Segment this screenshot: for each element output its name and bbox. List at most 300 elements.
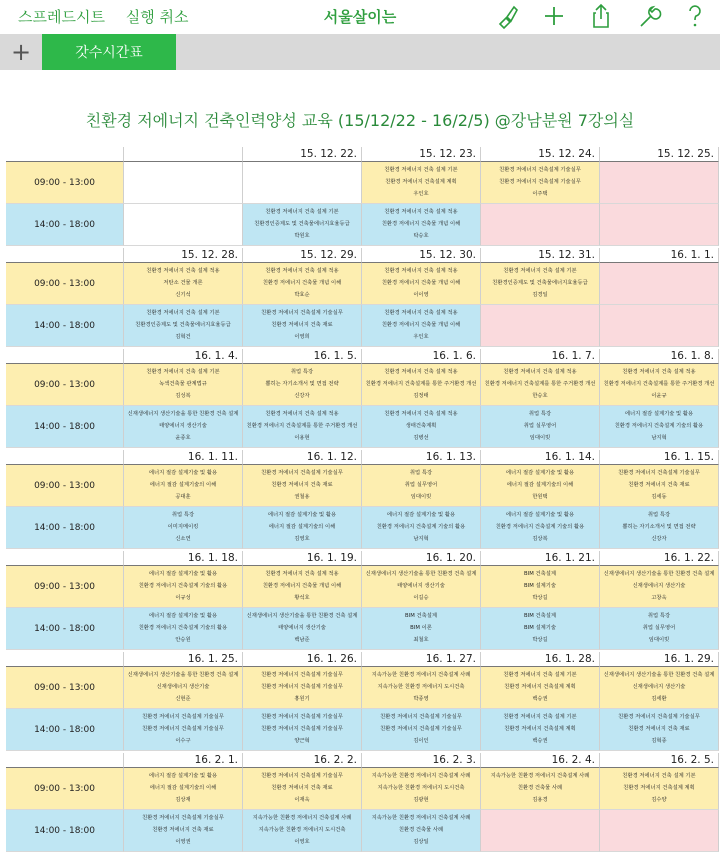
instructor-name: 신현준: [175, 696, 191, 703]
schedule-cell[interactable]: [243, 406, 362, 448]
course-line: 친환경 저에너지 건축 설계 기본: [622, 772, 696, 779]
schedule-cell[interactable]: [481, 566, 600, 608]
date-cell: 15. 12. 23.: [362, 147, 481, 162]
course-line: 친환경 저에너지 건축설계 기술의 활용: [376, 523, 466, 530]
course-line: 친환경 저에너지 건축 설계 기본: [146, 309, 220, 316]
brush-icon[interactable]: [492, 2, 522, 30]
schedule-cell[interactable]: [124, 364, 243, 406]
course-line: 친환경 저에너지 건축설계 기술의 활용: [495, 523, 585, 530]
course-line: 친환경 저에너지 건축설계 기술실무: [142, 725, 224, 732]
schedule-cell[interactable]: [362, 263, 481, 305]
schedule-cell[interactable]: [124, 305, 243, 347]
schedule-cell[interactable]: [124, 162, 243, 204]
course-line: 친환경 저에너지 건축설계 기술실무: [618, 469, 700, 476]
course-line: 친환경인증제도 및 건축물에너지효율등급: [254, 220, 350, 227]
instructor-name: 이영희: [294, 334, 310, 341]
plus-icon[interactable]: [539, 2, 569, 30]
course-line: 친환경 저에너지 건축 설계 적용: [622, 368, 696, 375]
course-line: 친환경 저에너지 건축물 개념 이해: [262, 582, 342, 589]
schedule-cell[interactable]: [124, 406, 243, 448]
course-line: 친환경 저에너지 건축설계 계획: [504, 683, 576, 690]
time-header: [6, 652, 124, 667]
slot-row: [6, 204, 720, 246]
time-slot-label: 09:00 - 13:00: [6, 162, 124, 204]
course-line: 저탄소 건물 개론: [163, 279, 203, 286]
schedule-cell[interactable]: [481, 709, 600, 751]
time-slot-label: 09:00 - 13:00: [6, 364, 124, 406]
course-line: 신재생에너지 생산기술: [632, 582, 686, 589]
instructor-name: 박종영: [413, 696, 429, 703]
schedule-cell[interactable]: [600, 465, 719, 507]
schedule-cell[interactable]: [124, 768, 243, 810]
course-line: 신재생에너지 생산기술: [632, 683, 686, 690]
schedule-cell[interactable]: [481, 768, 600, 810]
course-line: 지속가능한 친환경 저에너지 건축설계 사례: [371, 772, 471, 779]
date-cell: 15. 12. 28.: [124, 248, 243, 263]
schedule-cell[interactable]: [243, 507, 362, 549]
schedule-cell[interactable]: [124, 667, 243, 709]
time-header: [6, 349, 124, 364]
course-line: 친환경 저에너지 건축설계를 통한 주거환경 개선: [246, 422, 358, 429]
schedule-cell[interactable]: [362, 305, 481, 347]
schedule-cell[interactable]: [362, 204, 481, 246]
course-line: 친환경 저에너지 건축설계 기술실무: [261, 469, 343, 476]
schedule-cell[interactable]: [481, 608, 600, 650]
instructor-name: 탁승호: [413, 233, 429, 240]
course-line: 지속가능한 친환경 저에너지 도시건축: [377, 683, 465, 690]
time-slot-label: 09:00 - 13:00: [6, 263, 124, 305]
sheets-button[interactable]: 스프레드시트: [18, 8, 105, 26]
time-slot-label: 14:00 - 18:00: [6, 709, 124, 751]
course-line: 신재생에너지 생산기술을 통한 친환경 건축 설계: [127, 410, 239, 417]
course-line: 에너지 절감 설계기술 및 활용: [505, 469, 575, 476]
course-line: 친환경 저에너지 건축설계 기술실무: [261, 725, 343, 732]
help-icon[interactable]: [680, 2, 710, 30]
date-cell: 16. 2. 5.: [600, 753, 719, 768]
instructor-name: 황석호: [294, 595, 310, 602]
date-cell: 16. 1. 18.: [124, 551, 243, 566]
schedule-cell[interactable]: [481, 667, 600, 709]
instructor-name: 김혁건: [175, 334, 191, 341]
instructor-name: 신강자: [294, 393, 310, 400]
schedule-cell[interactable]: [124, 465, 243, 507]
date-cell: 15. 12. 30.: [362, 248, 481, 263]
slot-row: [6, 263, 720, 305]
course-line: 친환경 저에너지 건축설계 기술실무: [261, 309, 343, 316]
slot-row: [6, 566, 720, 608]
instructor-name: 김혁종: [651, 738, 667, 745]
time-slot-label: 09:00 - 13:00: [6, 566, 124, 608]
course-line: 취업 특강: [528, 410, 552, 417]
instructor-name: 이주택: [532, 191, 548, 198]
schedule-cell[interactable]: [481, 507, 600, 549]
schedule-cell[interactable]: [481, 162, 600, 204]
course-line: 에너지 절감 설계기술 및 활용: [505, 511, 575, 518]
course-line: 친환경 저에너지 건축 설계 적용: [384, 267, 458, 274]
course-line: 친환경 저에너지 건축설계 기술의 활용: [138, 624, 228, 631]
date-row: [6, 349, 720, 364]
course-line: 이미지메이킹: [167, 523, 199, 530]
schedule-cell[interactable]: [243, 709, 362, 751]
instructor-name: 이재욱: [294, 797, 310, 804]
course-line: 친환경 저에너지 건축물 개념 이해: [381, 321, 461, 328]
document-title[interactable]: 서울살이는: [323, 8, 397, 26]
instructor-name: 김이인: [413, 738, 429, 745]
course-line: 친환경 저에너지 건축 재료: [271, 321, 333, 328]
course-line: 친환경인증제도 및 건축물에너지효율등급: [492, 279, 588, 286]
schedule-cell[interactable]: [600, 768, 719, 810]
course-line: 친환경 저에너지 건축설계 기술실무: [499, 178, 581, 185]
course-line: 친환경 저에너지 건축 설계 적용: [384, 309, 458, 316]
date-cell: 16. 1. 26.: [243, 652, 362, 667]
time-slot-label: 14:00 - 18:00: [6, 507, 124, 549]
time-header: [6, 551, 124, 566]
schedule-cell[interactable]: [362, 608, 481, 650]
course-line: 에너지 절감 설계기술의 이해: [149, 784, 217, 791]
schedule-cell[interactable]: [362, 810, 481, 852]
sheet-tab-bar: [0, 34, 720, 70]
time-slot-label: 14:00 - 18:00: [6, 810, 124, 852]
schedule-cell[interactable]: [243, 465, 362, 507]
date-cell: 16. 1. 13.: [362, 450, 481, 465]
instructor-name: 이수구: [175, 738, 191, 745]
course-line: 신재생에너지 생산기술을 통한 친환경 건축 설계: [603, 570, 715, 577]
schedule-cell[interactable]: [362, 364, 481, 406]
schedule-cell[interactable]: [481, 465, 600, 507]
date-cell: 16. 2. 4.: [481, 753, 600, 768]
schedule-cell[interactable]: [243, 162, 362, 204]
time-slot-label: 14:00 - 18:00: [6, 406, 124, 448]
schedule-cell[interactable]: [243, 364, 362, 406]
schedule-cell[interactable]: [362, 566, 481, 608]
course-line: 친환경 저에너지 건축설계를 통한 주거환경 개선: [365, 380, 477, 387]
schedule-cell[interactable]: [362, 667, 481, 709]
instructor-name: 남지혁: [413, 536, 429, 543]
course-line: 친환경 저에너지 건축설계 계획: [504, 725, 576, 732]
tab-timetable[interactable]: 갓수시간표: [42, 34, 176, 70]
instructor-name: 이용현: [294, 435, 310, 442]
slot-row: [6, 810, 720, 852]
time-slot-label: 14:00 - 18:00: [6, 608, 124, 650]
schedule-cell[interactable]: [124, 507, 243, 549]
course-line: 친환경 저에너지 건축설계 기술실무: [261, 713, 343, 720]
wrench-icon[interactable]: [633, 2, 663, 30]
instructor-name: 안승원: [175, 637, 191, 644]
schedule-cell[interactable]: [362, 162, 481, 204]
schedule-cell[interactable]: [124, 810, 243, 852]
instructor-name: 김경일: [532, 292, 548, 299]
course-line: 친환경 저에너지 건축 설계 적용: [384, 410, 458, 417]
schedule-cell[interactable]: [243, 768, 362, 810]
date-cell: 15. 12. 22.: [243, 147, 362, 162]
instructor-name: 홍원기: [294, 696, 310, 703]
date-cell: 16. 1. 25.: [124, 652, 243, 667]
course-line: 친환경 저에너지 건축설계 계획: [623, 784, 695, 791]
instructor-name: 공대훈: [175, 494, 191, 501]
course-line: 뽑히는 자기소개서 및 면접 전략: [265, 380, 339, 387]
course-line: 녹색건축물 관계법규: [159, 380, 207, 387]
schedule-cell[interactable]: [124, 709, 243, 751]
course-line: 친환경 저에너지 건축설계 계획: [385, 178, 457, 185]
instructor-name: 박상길: [532, 637, 548, 644]
course-line: 취업 특강: [647, 612, 671, 619]
instructor-name: 한원택: [532, 494, 548, 501]
instructor-name: 임대이빗: [529, 435, 551, 442]
schedule-cell[interactable]: [481, 305, 600, 347]
course-line: BIM 설계기술: [524, 624, 556, 631]
schedule-cell[interactable]: [243, 305, 362, 347]
date-cell: 15. 12. 29.: [243, 248, 362, 263]
course-line: 취업 실무영어: [642, 624, 676, 631]
course-line: 친환경 저에너지 건축설계 기술실무: [618, 713, 700, 720]
date-cell: 16. 1. 15.: [600, 450, 719, 465]
date-cell: 16. 1. 20.: [362, 551, 481, 566]
instructor-name: 권철용: [294, 494, 310, 501]
instructor-name: 백승권: [532, 696, 548, 703]
schedule-cell[interactable]: [481, 810, 600, 852]
time-header: [6, 248, 124, 263]
schedule-cell[interactable]: [600, 810, 719, 852]
schedule-cell[interactable]: [243, 608, 362, 650]
course-line: 친환경 저에너지 건축 설계 적용: [265, 267, 339, 274]
instructor-name: 김성복: [175, 393, 191, 400]
schedule-cell[interactable]: [243, 667, 362, 709]
date-cell: 16. 1. 6.: [362, 349, 481, 364]
course-line: 친환경 저에너지 건축물 개념 이해: [381, 279, 461, 286]
schedule-cell[interactable]: [600, 364, 719, 406]
slot-row: [6, 364, 720, 406]
time-slot-label: 09:00 - 13:00: [6, 667, 124, 709]
course-line: 친환경 저에너지 건축설계 기술실무: [499, 166, 581, 173]
course-line: 친환경 저에너지 건축 재료: [628, 725, 690, 732]
course-line: 친환경 저에너지 건축 설계 적용: [265, 570, 339, 577]
instructor-name: 윤종호: [175, 435, 191, 442]
instructor-name: 박효순: [294, 292, 310, 299]
schedule-cell[interactable]: [362, 465, 481, 507]
date-cell: 16. 1. 28.: [481, 652, 600, 667]
course-line: 친환경 저에너지 건축 설계 적용: [503, 368, 577, 375]
schedule-cell[interactable]: [600, 709, 719, 751]
date-cell: 15. 12. 25.: [600, 147, 719, 162]
instructor-name: 이길승: [413, 595, 429, 602]
schedule-cell[interactable]: [362, 507, 481, 549]
course-line: 에너지 절감 설계기술 및 활용: [624, 410, 694, 417]
course-line: 에너지 절감 설계기술 및 활용: [148, 469, 218, 476]
course-line: 뽑히는 자기소개서 및 면접 전략: [622, 523, 696, 530]
course-line: 취업 실무영어: [523, 422, 557, 429]
slot-row: [6, 406, 720, 448]
instructor-name: 김세동: [651, 494, 667, 501]
schedule-cell[interactable]: [600, 406, 719, 448]
add-sheet-button[interactable]: +: [10, 38, 32, 66]
instructor-name: 김용경: [532, 797, 548, 804]
course-line: 취업 특강: [409, 469, 433, 476]
date-cell: 16. 1. 11.: [124, 450, 243, 465]
instructor-name: 신소연: [175, 536, 191, 543]
course-line: 취업 특강: [290, 368, 314, 375]
schedule-cell[interactable]: [362, 709, 481, 751]
date-cell: [124, 147, 243, 162]
schedule-cell[interactable]: [124, 566, 243, 608]
instructor-name: 이영호: [294, 839, 310, 846]
course-line: 친환경 저에너지 건축 설계 적용: [265, 410, 339, 417]
course-line: 지속가능한 친환경 저에너지 건축설계 사례: [252, 814, 352, 821]
schedule-cell[interactable]: [481, 406, 600, 448]
course-line: 친환경 저에너지 건축 설계 기본: [503, 267, 577, 274]
date-cell: 16. 1. 29.: [600, 652, 719, 667]
course-line: 신재생에너지 생산기술을 통한 친환경 건축 설계: [127, 671, 239, 678]
instructor-name: 김상복: [532, 536, 548, 543]
course-line: 친환경 건축물 사례: [517, 784, 563, 791]
time-header: [6, 450, 124, 465]
date-cell: 16. 1. 14.: [481, 450, 600, 465]
schedule-cell[interactable]: [124, 204, 243, 246]
slot-row: [6, 667, 720, 709]
schedule-cell[interactable]: [481, 263, 600, 305]
course-line: 친환경 저에너지 건축 재료: [152, 826, 214, 833]
schedule-cell[interactable]: [600, 566, 719, 608]
instructor-name: 신강자: [651, 536, 667, 543]
course-line: 취업 특강: [647, 511, 671, 518]
course-line: 태양에너지 생산기술: [159, 422, 207, 429]
timetable-grid: [6, 147, 720, 852]
course-line: 신재생에너지 생산기술을 통한 친환경 건축 설계: [365, 570, 477, 577]
course-line: 친환경 저에너지 건축설계를 통한 주거환경 개선: [484, 380, 596, 387]
date-cell: 16. 2. 2.: [243, 753, 362, 768]
instructor-name: 남지혁: [651, 435, 667, 442]
course-line: 지속가능한 친환경 저에너지 건축설계 사례: [490, 772, 590, 779]
schedule-cell[interactable]: [124, 263, 243, 305]
course-line: 신재생에너지 생산기술을 통한 친환경 건축 설계: [246, 612, 358, 619]
course-line: 에너지 절감 설계기술 및 활용: [148, 570, 218, 577]
date-cell: 16. 2. 1.: [124, 753, 243, 768]
date-row: [6, 551, 720, 566]
course-line: 태양에너지 생산기술: [278, 624, 326, 631]
schedule-cell[interactable]: [600, 305, 719, 347]
course-line: 지속가능한 친환경 저에너지 건축설계 사례: [371, 814, 471, 821]
undo-button[interactable]: 실행 취소: [125, 8, 189, 26]
course-line: 에너지 절감 설계기술 및 활용: [267, 511, 337, 518]
course-line: 친환경 저에너지 건축설계 기술실무: [380, 713, 462, 720]
instructor-name: 임대이빗: [648, 637, 670, 644]
schedule-cell[interactable]: [362, 406, 481, 448]
instructor-name: 백남준: [294, 637, 310, 644]
schedule-cell[interactable]: [124, 608, 243, 650]
time-header: [6, 753, 124, 768]
instructor-name: 한승호: [532, 393, 548, 400]
schedule-cell[interactable]: [243, 263, 362, 305]
date-cell: 16. 1. 4.: [124, 349, 243, 364]
date-cell: 16. 1. 22.: [600, 551, 719, 566]
instructor-name: 김영호: [294, 536, 310, 543]
course-line: 친환경 저에너지 건축 재료: [628, 481, 690, 488]
date-cell: 15. 12. 24.: [481, 147, 600, 162]
course-line: 친환경 저에너지 건축설계 기술실무: [380, 725, 462, 732]
course-line: 친환경 저에너지 건축설계 기술의 활용: [614, 422, 704, 429]
course-line: 친환경 저에너지 건축 설계 기본: [384, 166, 458, 173]
slot-row: [6, 768, 720, 810]
instructor-name: 임대이빗: [410, 494, 432, 501]
instructor-name: 김정태: [413, 393, 429, 400]
course-line: 에너지 절감 설계기술의 이해: [268, 523, 336, 530]
top-toolbar: [0, 0, 720, 34]
course-line: 에너지 절감 설계기술 및 활용: [386, 511, 456, 518]
course-line: 에너지 절감 설계기술의 이해: [506, 481, 574, 488]
course-line: 친환경 저에너지 건축물 개념 이해: [262, 279, 342, 286]
course-line: 에너지 절감 설계기술의 이해: [149, 481, 217, 488]
slot-row: [6, 507, 720, 549]
schedule-cell[interactable]: [600, 204, 719, 246]
time-header: [6, 147, 124, 162]
instructor-name: 고창욱: [651, 595, 667, 602]
instructor-name: 양근혁: [294, 738, 310, 745]
instructor-name: 우인호: [413, 191, 429, 198]
time-slot-label: 14:00 - 18:00: [6, 204, 124, 246]
course-line: 친환경 저에너지 건축설계 기술실무: [261, 772, 343, 779]
schedule-cell[interactable]: [600, 263, 719, 305]
instructor-name: 이규성: [175, 595, 191, 602]
schedule-cell[interactable]: [243, 204, 362, 246]
share-icon[interactable]: [586, 2, 616, 30]
date-cell: 16. 1. 12.: [243, 450, 362, 465]
schedule-cell[interactable]: [600, 507, 719, 549]
time-slot-label: 09:00 - 13:00: [6, 465, 124, 507]
date-row: [6, 147, 720, 162]
instructor-name: 이영권: [175, 839, 191, 846]
instructor-name: 김광현: [413, 797, 429, 804]
instructor-name: 김수양: [651, 797, 667, 804]
schedule-cell[interactable]: [243, 566, 362, 608]
instructor-name: 박상길: [532, 595, 548, 602]
course-line: 친환경 저에너지 건축설계 기술의 활용: [138, 582, 228, 589]
date-row: [6, 248, 720, 263]
instructor-name: 김세환: [651, 696, 667, 703]
schedule-cell[interactable]: [600, 667, 719, 709]
course-line: 친환경 저에너지 건축 재료: [271, 784, 333, 791]
course-line: 친환경인증제도 및 건축물에너지효율등급: [135, 321, 231, 328]
slot-row: [6, 305, 720, 347]
slot-row: [6, 162, 720, 204]
date-row: [6, 753, 720, 768]
instructor-name: 김병선: [413, 435, 429, 442]
schedule-cell[interactable]: [243, 810, 362, 852]
schedule-cell[interactable]: [600, 608, 719, 650]
date-row: [6, 652, 720, 667]
schedule-cell[interactable]: [481, 204, 600, 246]
instructor-name: 우인호: [413, 334, 429, 341]
course-line: BIM 건축설계: [524, 570, 556, 577]
course-line: 친환경 저에너지 건축설계 기술실무: [261, 683, 343, 690]
course-line: 친환경 건축물 사례: [398, 826, 444, 833]
schedule-cell[interactable]: [600, 162, 719, 204]
instructor-name: 김상일: [413, 839, 429, 846]
course-line: 신재생에너지 생산기술을 통한 친환경 건축 설계: [603, 671, 715, 678]
slot-row: [6, 608, 720, 650]
course-line: 친환경 저에너지 건축 설계 적용: [384, 208, 458, 215]
instructor-name: 김상재: [175, 797, 191, 804]
instructor-name: 백승권: [532, 738, 548, 745]
date-cell: 16. 1. 5.: [243, 349, 362, 364]
course-line: 취업 특강: [171, 511, 195, 518]
course-line: BIM 설계기술: [524, 582, 556, 589]
schedule-cell[interactable]: [481, 364, 600, 406]
course-line: 취업 실무영어: [404, 481, 438, 488]
course-line: 친환경 저에너지 건축설계 기술실무: [142, 713, 224, 720]
course-line: 에너지 절감 설계기술 및 활용: [148, 772, 218, 779]
course-line: 친환경 저에너지 건축 설계 기본: [146, 368, 220, 375]
schedule-cell[interactable]: [362, 768, 481, 810]
instructor-name: 박원호: [294, 233, 310, 240]
